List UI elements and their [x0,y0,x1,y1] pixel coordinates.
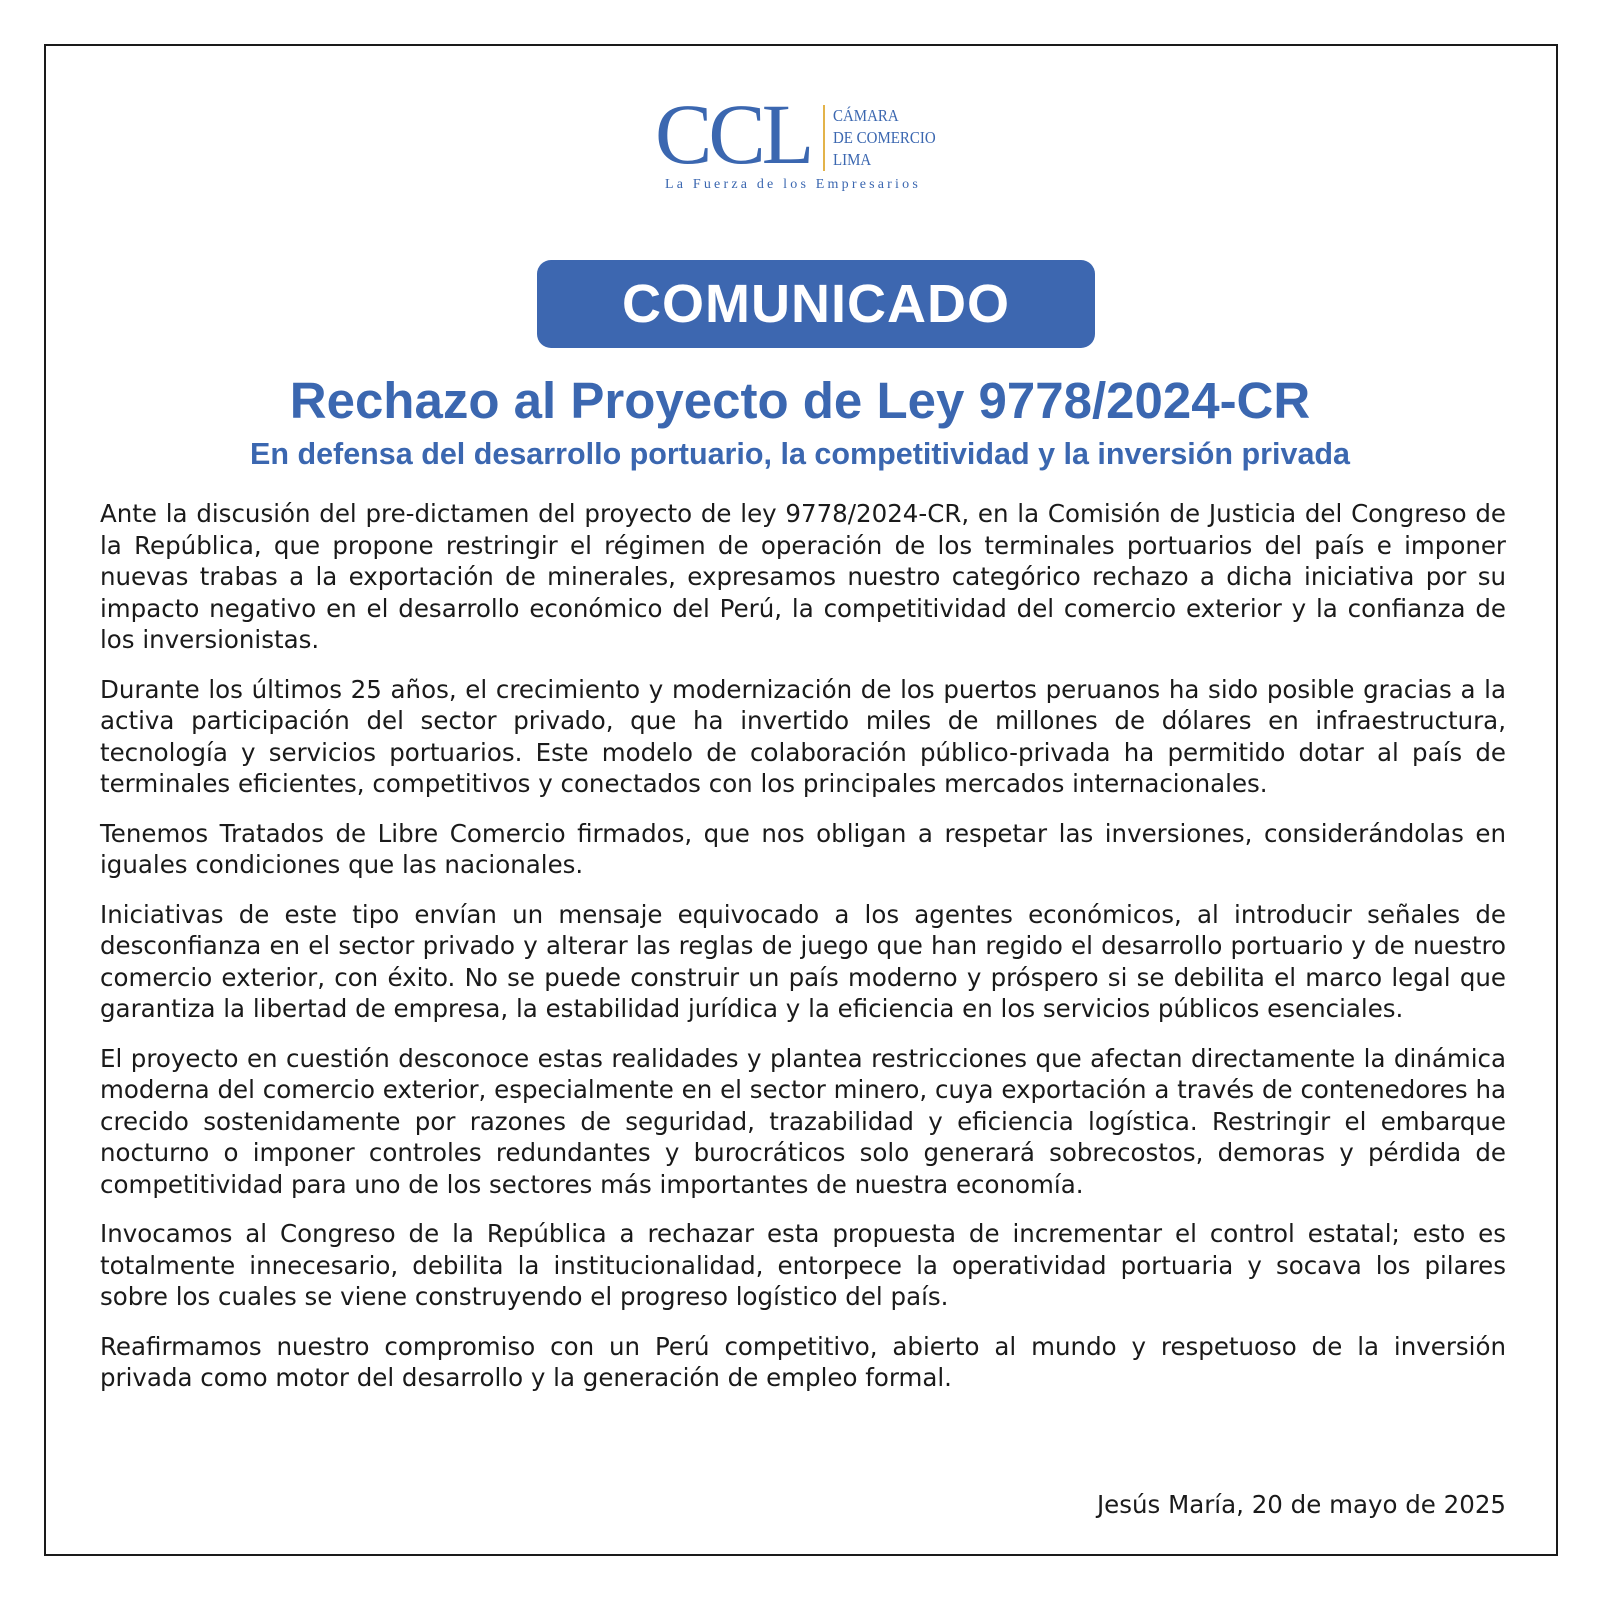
body-paragraph: Ante la discusión del pre-dictamen del proyecto de ley 9778/2024-CR, en la Comisión de Justicia del Congreso de la República, que propone restringir el régimen de operación de los terminales portuarios del país e imponer nuevas trabas a la exportación de minerales, expresamos nuestro categórico rechazo a dicha iniciativa por su impacto negativo en el desarrollo económico del Perú, la competitividad del comercio exterior y la confianza de los inversionistas. [100,499,1506,654]
logo-name-line-1: CÁMARA [833,106,899,125]
body-paragraph: Tenemos Tratados de Libre Comercio firmados, que nos obligan a respetar las inversiones, considerándolas en iguales condiciones que las nacionales. [100,818,1506,879]
body-paragraph: Invocamos al Congreso de la República a rechazar esta propuesta de incrementar el control estatal; esto es totalmente innecesario, debilita la institucionalidad, entorpece la operatividad portuaria y socava los pilares sobre los cuales se viene construyendo el progreso logístico del país. [100,1219,1506,1311]
place-date-signature: Jesús María, 20 de mayo de 2025 [1096,1490,1506,1519]
logo-acronym: CCL [655,86,811,182]
ccl-logo [655,86,965,200]
body-paragraph: El proyecto en cuestión desconoce estas realidades y plantea restricciones que afectan directamente la dinámica moderna del comercio exterior, especialmente en el sector minero, cuya exportación a través de contenedores ha crecido sostenidamente por razones de seguridad, trazabilidad y eficiencia logística. Restringir el embarque nocturno o imponer controles redundantes y burocráticos solo generará sobrecostos, demoras y pérdida de competitividad para uno de los sectores más importantes de nuestra economía. [100,1043,1506,1199]
document-body [100,498,1506,1412]
logo-name-line-3: LIMA [833,150,872,169]
body-paragraph: Iniciativas de este tipo envían un mensaje equivocado a los agentes económicos, al introducir señales de desconfianza en el sector privado y alterar las reglas de juego que han regido el desarrollo portuario y de nuestro comercio exterior, con éxito. No se puede construir un país moderno y próspero si se debilita el marco legal que garantiza la libertad de empresa, la estabilidad jurídica y la eficiencia en los servicios públicos esenciales. [100,899,1506,1023]
document-subtitle: En defensa del desarrollo portuario, la competitividad y la inversión privada [250,437,1350,471]
logo-name-line-2: DE COMERCIO [833,128,936,147]
comunicado-badge: COMUNICADO [537,260,1095,348]
document-title: Rechazo al Proyecto de Ley 9778/2024-CR [289,372,1311,429]
logo-tagline: La Fuerza de los Empresarios [665,177,921,192]
logo-organization-name [833,105,936,171]
body-paragraph: Reafirmamos nuestro compromiso con un Perú competitivo, abierto al mundo y respetuoso de la inversión privada como motor del desarrollo y la generación de empleo formal. [100,1331,1506,1392]
body-paragraph: Durante los últimos 25 años, el crecimiento y modernización de los puertos peruanos ha sido posible gracias a la activa participación del sector privado, que ha invertido miles de millones de dólares en infraestructura, tecnología y servicios portuarios. Este modelo de colaboración público-privada ha permitido dotar al país de terminales eficientes, competitivos y conectados con los principales mercados internacionales. [100,674,1506,798]
logo-divider [823,105,825,171]
